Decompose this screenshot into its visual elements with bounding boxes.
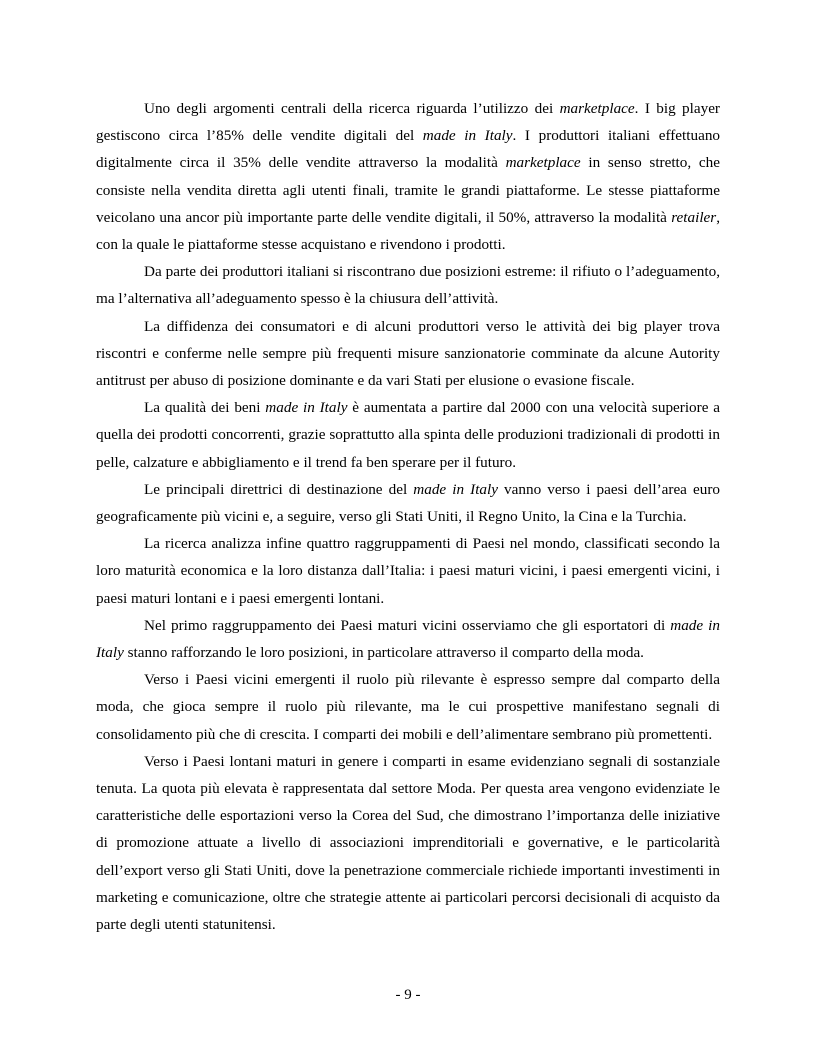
italic-term: retailer xyxy=(671,208,717,226)
text-run: Nel primo raggruppamento dei Paesi maturi vicini osserviamo che gli esportatori di xyxy=(144,616,671,634)
text-run: Uno degli argomenti centrali della ricerca riguarda l’utilizzo dei xyxy=(144,100,560,117)
paragraph xyxy=(96,476,720,530)
text-run: La ricerca analizza infine quattro raggruppamenti di Paesi nel mondo, classificati secondo la loro maturità economica e la loro distanza dall’Italia: i paesi maturi vicini, i paesi emergenti vicini, i paesi maturi lontani e i paesi emergenti lontani. xyxy=(96,535,720,607)
text-run: . I big player gestiscono circa l’85% delle vendite digitali del xyxy=(96,100,720,145)
paragraph xyxy=(96,530,720,612)
italic-term: marketplace xyxy=(559,100,635,117)
text-run: . I produttori italiani effettuano digitalmente circa il 35% delle vendite attraverso la modalità xyxy=(96,127,721,172)
text-run: Da parte dei produttori italiani si riscontrano due posizioni estreme: il rifiuto o l’adeguamento, ma l’alternativa all’adeguamento spesso è la chiusura dell’attività. xyxy=(96,263,720,308)
text-run: vanno verso i paesi dell’area euro geograficamente più vicini e, a seguire, verso gli Stati Uniti, il Regno Unito, la Cina e la Turchia. xyxy=(96,480,720,526)
text-run: in senso stretto, che consiste nella vendita diretta agli utenti finali, tramite le grandi piattaforme. Le stesse piattaforme veicolano una ancor più importante parte delle vendite digitali, il 50%, attraverso la modalità xyxy=(96,154,720,226)
italic-term: made in Italy xyxy=(413,480,498,498)
text-run: La diffidenza dei consumatori e di alcuni produttori verso le attività dei big player trova riscontri e conferme nelle sempre più frequenti misure sanzionatorie comminate da alcune Autority antitrust per abuso di posizione dominante e da vari Stati per elusione o evasione fiscale. xyxy=(96,317,720,390)
paragraph xyxy=(96,258,720,312)
italic-term: made in Italy xyxy=(265,399,348,417)
text-run: Verso i Paesi vicini emergenti il ruolo più rilevante è espresso sempre dal comparto della moda, che gioca sempre il ruolo più rilevante, ma le cui prospettive manifestano segnali di consolidamento più che di crescita. I comparti dei mobili e dell’alimentare sembrano più promettenti. xyxy=(96,671,720,743)
text-run: La qualità dei beni xyxy=(144,399,266,417)
page-number: - 9 - xyxy=(395,987,421,1003)
paragraph xyxy=(96,612,720,666)
text-run: stanno rafforzando le loro posizioni, in particolare attraverso il comparto della moda. xyxy=(123,644,644,662)
body-text xyxy=(96,95,720,938)
text-run: , con la quale le piattaforme stesse acquistano e rivendono i prodotti. xyxy=(96,208,720,254)
text-run: Le principali direttrici di destinazione del xyxy=(144,480,414,498)
italic-term: marketplace xyxy=(505,154,581,172)
paragraph xyxy=(96,394,720,476)
paragraph xyxy=(96,313,720,395)
paragraph xyxy=(96,748,720,938)
text-run: Verso i Paesi lontani maturi in genere i comparti in esame evidenziano segnali di sostanziale tenuta. La quota più elevata è rappresentata dal settore Moda. Per questa area vengono evidenziate le caratteristiche delle esportazioni verso la Corea del Sud, che dimostrano l’importanza delle iniziative di promozione attuate a livello di associazioni imprenditoriali e governative, e le particolarità dell’export verso gli Stati Uniti, dove la penetrazione commerciale richiede importanti investimenti in marketing e comunicazione, oltre che strategie attente ai particolari percorsi decisionali di acquisto da parte degli utenti statunitensi. xyxy=(96,752,720,934)
text-run: è aumentata a partire dal 2000 con una velocità superiore a quella dei prodotti concorrenti, grazie soprattutto alla spinta delle produzioni tradizionali di prodotti in pelle, calzature e abbigliamento e il trend fa ben sperare per il futuro. xyxy=(96,399,720,471)
paragraph xyxy=(96,95,720,258)
paragraph xyxy=(96,666,720,748)
italic-term: made in Italy xyxy=(96,616,720,662)
italic-term: made in Italy xyxy=(422,127,513,145)
